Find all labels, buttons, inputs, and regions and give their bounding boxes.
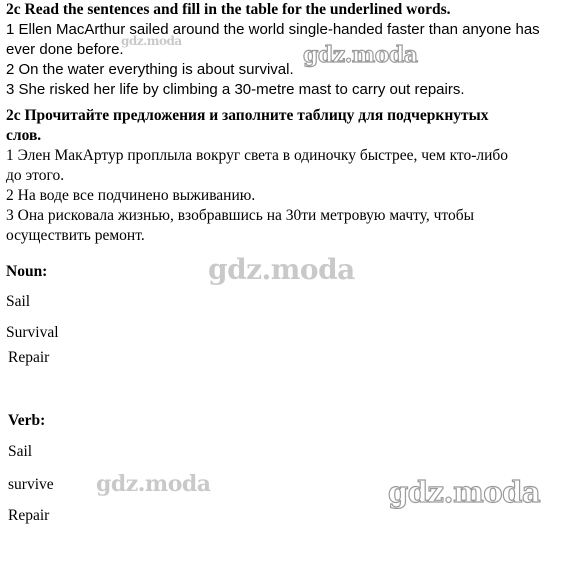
exercise-document	[6, 0, 574, 246]
verb-word-2: survive	[8, 476, 54, 493]
watermark-bottom-right: gdz.moda	[388, 475, 541, 509]
watermark-center: gdz.moda	[208, 253, 355, 286]
noun-label: Noun:	[6, 263, 48, 280]
english-task-heading: 2c Read the sentences and fill in the table for the underlined words.	[6, 1, 451, 18]
verb-word-1: Sail	[8, 443, 33, 460]
english-sentence-1-line-1: 1 Ellen MacArthur sailed around the world single-handed faster than anyone has	[6, 21, 540, 38]
english-sentence-1-line-2: ever done before.	[6, 41, 124, 58]
watermark-small: gdz.moda	[121, 34, 182, 48]
english-sentence-2: 2 On the water everything is about survival.	[6, 61, 294, 78]
noun-word-3: Repair	[8, 349, 50, 366]
russian-sentence-1-line-2: до этого.	[6, 167, 65, 184]
russian-task-heading-line-1: 2c Прочитайте предложения и заполните таблицу для подчеркнутых	[6, 107, 489, 124]
russian-sentence-3-line-1: 3 Она рисковала жизнью, взобравшись на 30ти метровую мачту, чтобы	[6, 207, 475, 224]
watermark-top-right: gdz.moda	[303, 42, 418, 68]
verb-label: Verb:	[8, 412, 46, 429]
noun-word-1: Sail	[6, 293, 31, 310]
watermark-bottom-left: gdz.moda	[96, 471, 211, 497]
russian-sentence-2: 2 На воде все подчинено выживанию.	[6, 187, 256, 204]
russian-sentence-3-line-2: осуществить ремонт.	[6, 227, 145, 244]
russian-sentence-1-line-1: 1 Элен МакАртур проплыла вокруг света в одиночку быстрее, чем кто-либо	[6, 147, 509, 164]
russian-task-heading-line-2: слов.	[6, 127, 42, 144]
english-sentence-3: 3 She risked her life by climbing a 30-metre mast to carry out repairs.	[6, 81, 465, 98]
noun-word-2: Survival	[6, 324, 59, 341]
verb-word-3: Repair	[8, 507, 50, 524]
